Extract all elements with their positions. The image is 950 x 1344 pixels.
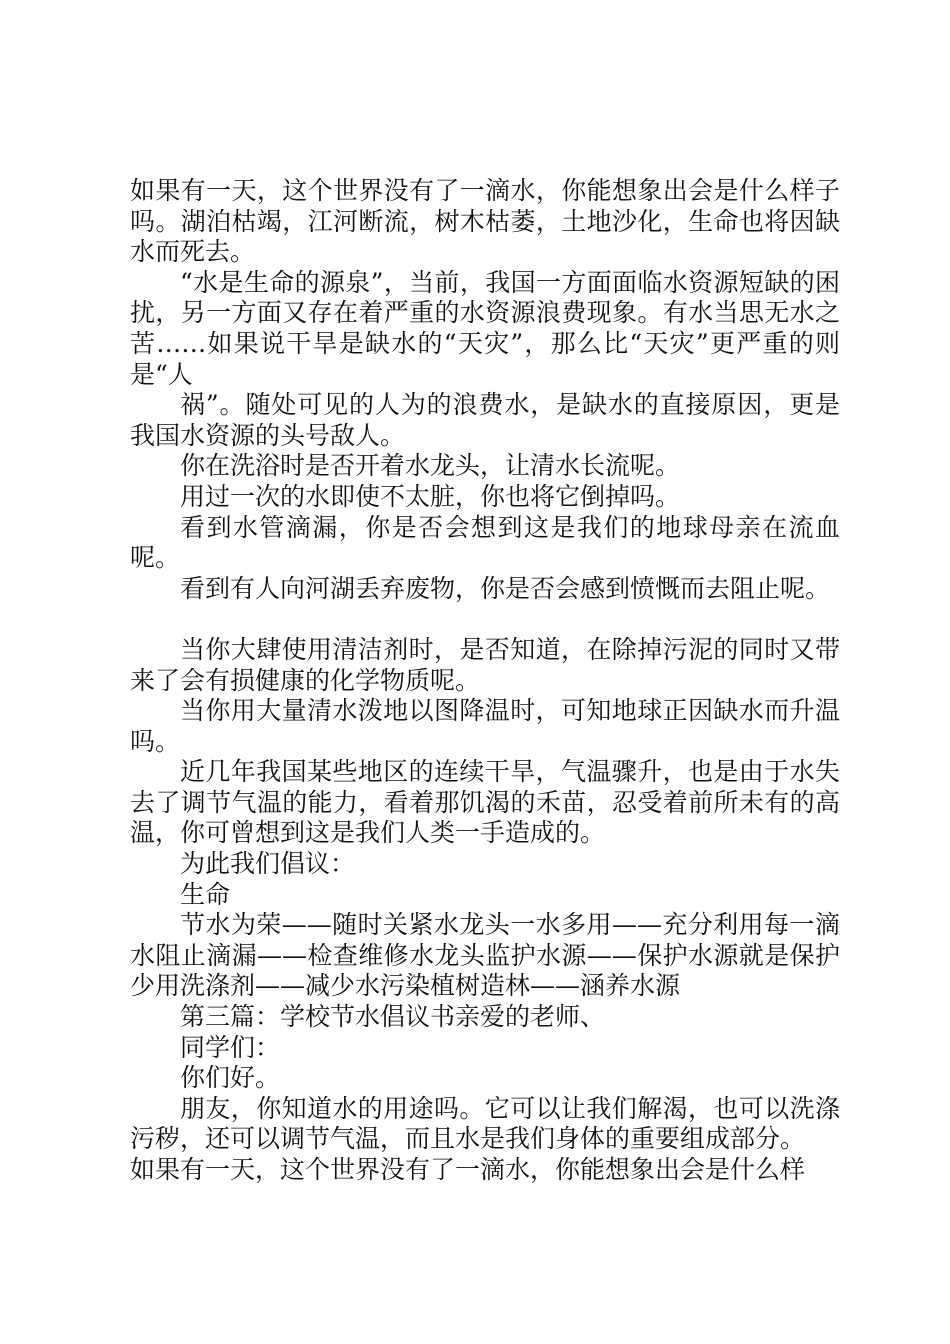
paragraph-8: 当你大肆使用清洁剂时，是否知道，在除掉污泥的同时又带来了会有损健康的化学物质呢。 [130,634,840,695]
paragraph-4: 你在洗浴时是否开着水龙头，让清水长流呢。 [180,451,681,481]
paragraph-3: 祸”。随处可见的人为的浪费水，是缺水的直接原因，更是我国水资源的头号敌人。 [130,390,840,450]
paragraph-1: 如果有一天，这个世界没有了一滴水，你能想象出会是什么样子吗。湖泊枯竭，江河断流，树木枯萎，土地沙化，生命也将因缺水而死去。 [130,176,840,267]
paragraph-11: 为此我们倡议： [180,849,356,879]
paragraph-6: 看到水管滴漏，你是否会想到这是我们的地球母亲在流血呢。 [130,512,840,573]
paragraph-12: 生命 [180,879,231,909]
paragraph-13: 节水为荣——随时关紧水龙头一水多用——充分利用每一滴水阻止滴漏——检查维修水龙头监护水源——保护水源就是保护少用洗涤剂——减少水污染植树造林——涵养水源 [130,910,840,1001]
paragraph-10: 近几年我国某些地区的连续干旱，气温骤升，也是由于水失去了调节气温的能力，看着那饥渴的禾苗，忍受着前所未有的高温，你可曾想到这是我们人类一手造成的。 [130,757,840,848]
paragraph-17: 朋友，你知道水的用途吗。它可以让我们解渴，也可以洗涤污秽，还可以调节气温，而且水是我们身体的重要组成部分。 [130,1093,840,1154]
paragraph-15: 同学们： [180,1032,281,1062]
paragraph-2: “水是生命的源泉”，当前，我国一方面面临水资源短缺的困扰，另一方面又存在着严重的水资源浪费现象。有水当思无水之苦……如果说干旱是缺水的“天灾”，那么比“天灾”更严重的则是“人 [130,267,840,389]
paragraph-14: 第三篇：学校节水倡议书亲爱的老师、 [180,1002,606,1032]
paragraph-9: 当你用大量清水泼地以图降温时，可知地球正因缺水而升温吗。 [130,696,840,756]
paragraph-18: 如果有一天，这个世界没有了一滴水，你能想象出会是什么样 [130,1155,806,1184]
document-body [130,176,840,1186]
blank-line [130,604,840,635]
paragraph-7: 看到有人向河湖丢弃废物，你是否会感到愤慨而去阻止呢。 [180,573,831,603]
paragraph-16: 你们好。 [180,1063,281,1093]
paragraph-5: 用过一次的水即使不太脏，你也将它倒掉吗。 [180,481,681,511]
